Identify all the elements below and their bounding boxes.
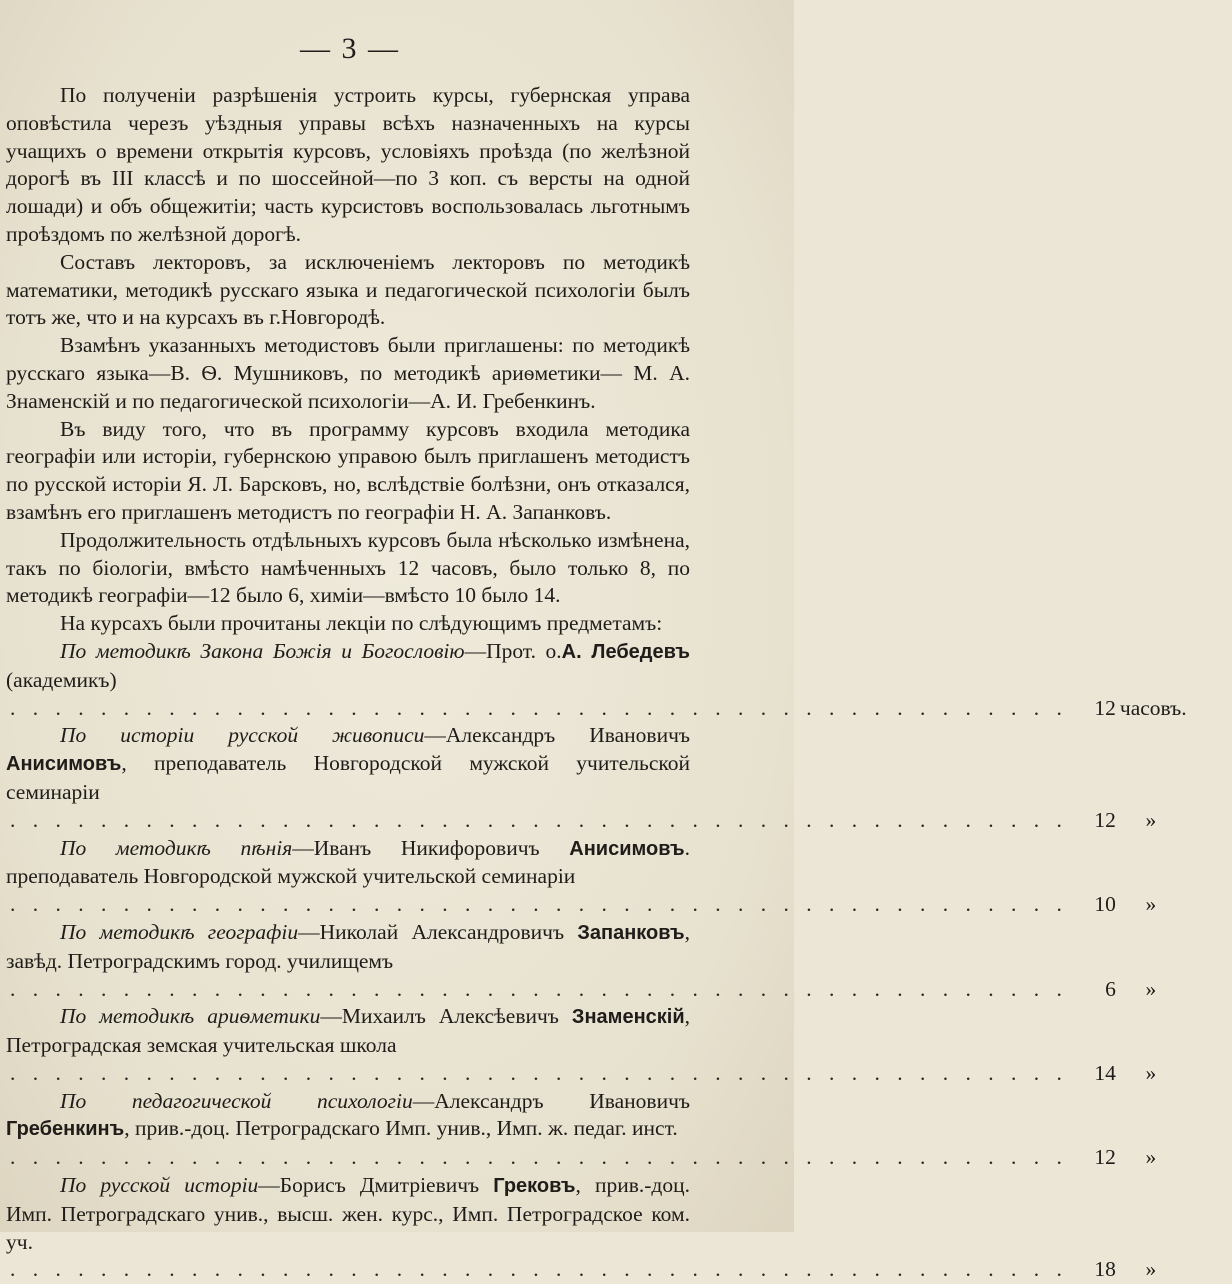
lecture-description	[6, 1003, 690, 1060]
lecture-lecturer-prefix: —Борисъ Дмитріевичъ	[258, 1173, 494, 1198]
dot-leader: . . . . . . . . . . . . . . . . . . . . . . . . . . . . . . . . . . . . . . . . . . . . . . .	[10, 695, 1068, 720]
page-body	[6, 82, 1187, 1284]
lecture-description	[6, 1172, 690, 1256]
lecture-entry	[6, 919, 1157, 1003]
lecture-lecturer-prefix: —Александръ Ивановичъ	[424, 723, 691, 748]
lecture-subject: По методикѣ географіи	[60, 919, 299, 944]
lecture-lecturer-position: , Петроградская земская учительская школа	[6, 1004, 691, 1058]
lecture-entry	[6, 1172, 1157, 1284]
lecture-subject: По методикѣ Закона Божія и Богословію	[60, 638, 465, 663]
lecture-lecturer-position: , преподаватель Новгородской мужской учительской семинаріи	[6, 751, 690, 804]
lecture-hours: 12	[1094, 1145, 1116, 1170]
lecture-hours-line	[6, 1060, 1157, 1088]
lecture-hours: 18	[1094, 1257, 1116, 1282]
lecture-lecturer-name: Анисимовъ	[6, 753, 122, 776]
lecture-lecturer-name: Запанковъ	[577, 921, 685, 944]
lecture-lecturer-name: Знаменскій	[571, 1006, 685, 1029]
lecture-description	[6, 638, 690, 695]
lecture-lecturer-position: , прив.-доц. Имп. Петроградскаго унив., высш. жен. курс., Имп. Петроградское ком. уч.	[6, 1173, 690, 1254]
lecture-lecturer-name: Гребенкинъ	[6, 1118, 125, 1141]
lecture-hours-line	[6, 807, 1157, 835]
lecture-entry	[6, 1003, 1157, 1087]
lecture-entry	[6, 722, 1157, 834]
lecture-hours-line	[6, 976, 1157, 1004]
page-number: — 3 —	[300, 32, 400, 65]
paragraph-lecturers-composition: Составъ лекторовъ, за исключеніемъ лекторовъ по методикѣ математики, методикѣ русскаго языка и педагогической психологіи былъ тотъ же, что и на курсахъ въ г.Новгородѣ.	[6, 249, 690, 330]
lecture-hours-unit: »	[1145, 1060, 1157, 1085]
lecture-hours: 14	[1094, 1060, 1116, 1085]
lecture-hours: 12	[1094, 695, 1116, 720]
lecture-lecturer-prefix: —Иванъ Никифоровичъ	[292, 835, 570, 860]
lecture-hours-unit: »	[1145, 976, 1157, 1001]
lecture-entry	[6, 835, 1157, 919]
lecture-lecturer-position: (академикъ)	[6, 667, 117, 692]
paragraph-lectures-intro: На курсахъ были прочитаны лекціи по слѣдующимъ предметамъ:	[60, 611, 663, 636]
lecture-description	[6, 835, 690, 892]
lecture-subject: По исторіи русской живописи	[60, 723, 425, 748]
lecture-lecturer-prefix: —Николай Александровичъ	[298, 919, 578, 944]
lecture-hours-unit: часовъ.	[1119, 695, 1187, 720]
lecture-hours: 12	[1094, 807, 1116, 832]
lecture-subject: По методикѣ ариѳметики	[60, 1004, 321, 1029]
dot-leader: . . . . . . . . . . . . . . . . . . . . . . . . . . . . . . . . . . . . . . . . . . . . . . .	[10, 1145, 1068, 1170]
lecture-lecturer-position: . преподаватель Новгородской мужской учительской семинаріи	[6, 835, 690, 889]
lecture-subject: По методикѣ пѣнія	[60, 835, 293, 860]
dot-leader: . . . . . . . . . . . . . . . . . . . . . . . . . . . . . . . . . . . . . . . . . . . . . . .	[10, 1257, 1068, 1282]
lecture-hours: 10	[1094, 892, 1116, 917]
lecture-lecturer-name: Анисимовъ	[569, 837, 685, 860]
lecture-lecturer-name: А. Лебедевъ	[561, 640, 690, 663]
lecture-entry	[6, 1088, 1157, 1172]
lecture-hours-unit: »	[1145, 1145, 1157, 1170]
lecture-hours-line	[6, 1256, 1157, 1284]
lecture-hours-unit: »	[1145, 1257, 1157, 1282]
lecture-list	[6, 638, 1187, 1284]
lecture-hours-line	[6, 1144, 1157, 1172]
lecture-lecturer-prefix: —Прот. о.	[464, 638, 562, 663]
lecture-entry	[6, 638, 1187, 722]
dot-leader: . . . . . . . . . . . . . . . . . . . . . . . . . . . . . . . . . . . . . . . . . . . . . . .	[10, 976, 1068, 1001]
lecture-hours-unit: »	[1145, 807, 1157, 832]
lecture-lecturer-position: , завѣд. Петроградскимъ город. училищемъ	[6, 919, 690, 973]
lecture-lecturer-prefix: —Александръ Ивановичъ	[412, 1088, 690, 1113]
dot-leader: . . . . . . . . . . . . . . . . . . . . . . . . . . . . . . . . . . . . . . . . . . . . . . .	[10, 807, 1068, 832]
lecture-subject: По педагогической психологіи	[60, 1088, 413, 1113]
dot-leader: . . . . . . . . . . . . . . . . . . . . . . . . . . . . . . . . . . . . . . . . . . . . . . .	[10, 892, 1068, 917]
lecture-hours-line	[6, 891, 1157, 919]
lecture-subject: По русской исторіи	[60, 1173, 259, 1198]
lecture-hours-unit: »	[1145, 892, 1157, 917]
lecture-description	[6, 722, 690, 806]
paragraph-course-announcement: По полученіи разрѣшенія устроить курсы, губернская управа оповѣстила черезъ уѣздныя управы всѣхъ назначенныхъ на курсы учащихъ о времени открытія курсовъ, условіяхъ проѣзда (по желѣзной дорогѣ въ III классѣ и по шоссейной—по 3 коп. съ версты на одной лошади) и объ общежитіи; часть курсистовъ воспользовалась льготнымъ проѣздомъ по желѣзной дорогѣ.	[6, 83, 690, 246]
lecture-lecturer-prefix: —Михаилъ Алексѣевичъ	[320, 1004, 572, 1029]
lecture-hours-line	[6, 695, 1187, 723]
lecture-lecturer-name: Грековъ	[493, 1175, 576, 1198]
dot-leader: . . . . . . . . . . . . . . . . . . . . . . . . . . . . . . . . . . . . . . . . . . . . . . .	[10, 1060, 1068, 1085]
lecture-lecturer-position: , прив.-доц. Петроградскаго Имп. унив., Имп. ж. педаг. инст.	[124, 1116, 678, 1141]
paragraph-geography-history: Въ виду того, что въ программу курсовъ входила методика географіи или исторіи, губернскою управою былъ приглашенъ методистъ по русской исторіи Я. Л. Барсковъ, но, вслѣдствіе болѣзни, онъ отказался, взамѣнъ его приглашенъ методистъ по географіи Н. А. Запанковъ.	[6, 416, 690, 524]
lecture-description	[6, 1088, 690, 1145]
paragraph-replacement-methodists: Взамѣнъ указанныхъ методистовъ были приглашены: по методикѣ русскаго языка—В. Ѳ. Мушниковъ, по методикѣ ариѳметики— М. А. Знаменскій и по педагогической психологіи—А. И. Гребенкинъ.	[6, 333, 690, 413]
lecture-description	[6, 919, 690, 976]
paragraph-duration-changes: Продолжительность отдѣльныхъ курсовъ была нѣсколько измѣнена, такъ по біологіи, вмѣсто намѣченныхъ 12 часовъ, было только 8, по методикѣ географіи—12 было 6, химіи—вмѣсто 10 было 14.	[6, 527, 690, 608]
lecture-hours: 6	[1105, 976, 1116, 1001]
